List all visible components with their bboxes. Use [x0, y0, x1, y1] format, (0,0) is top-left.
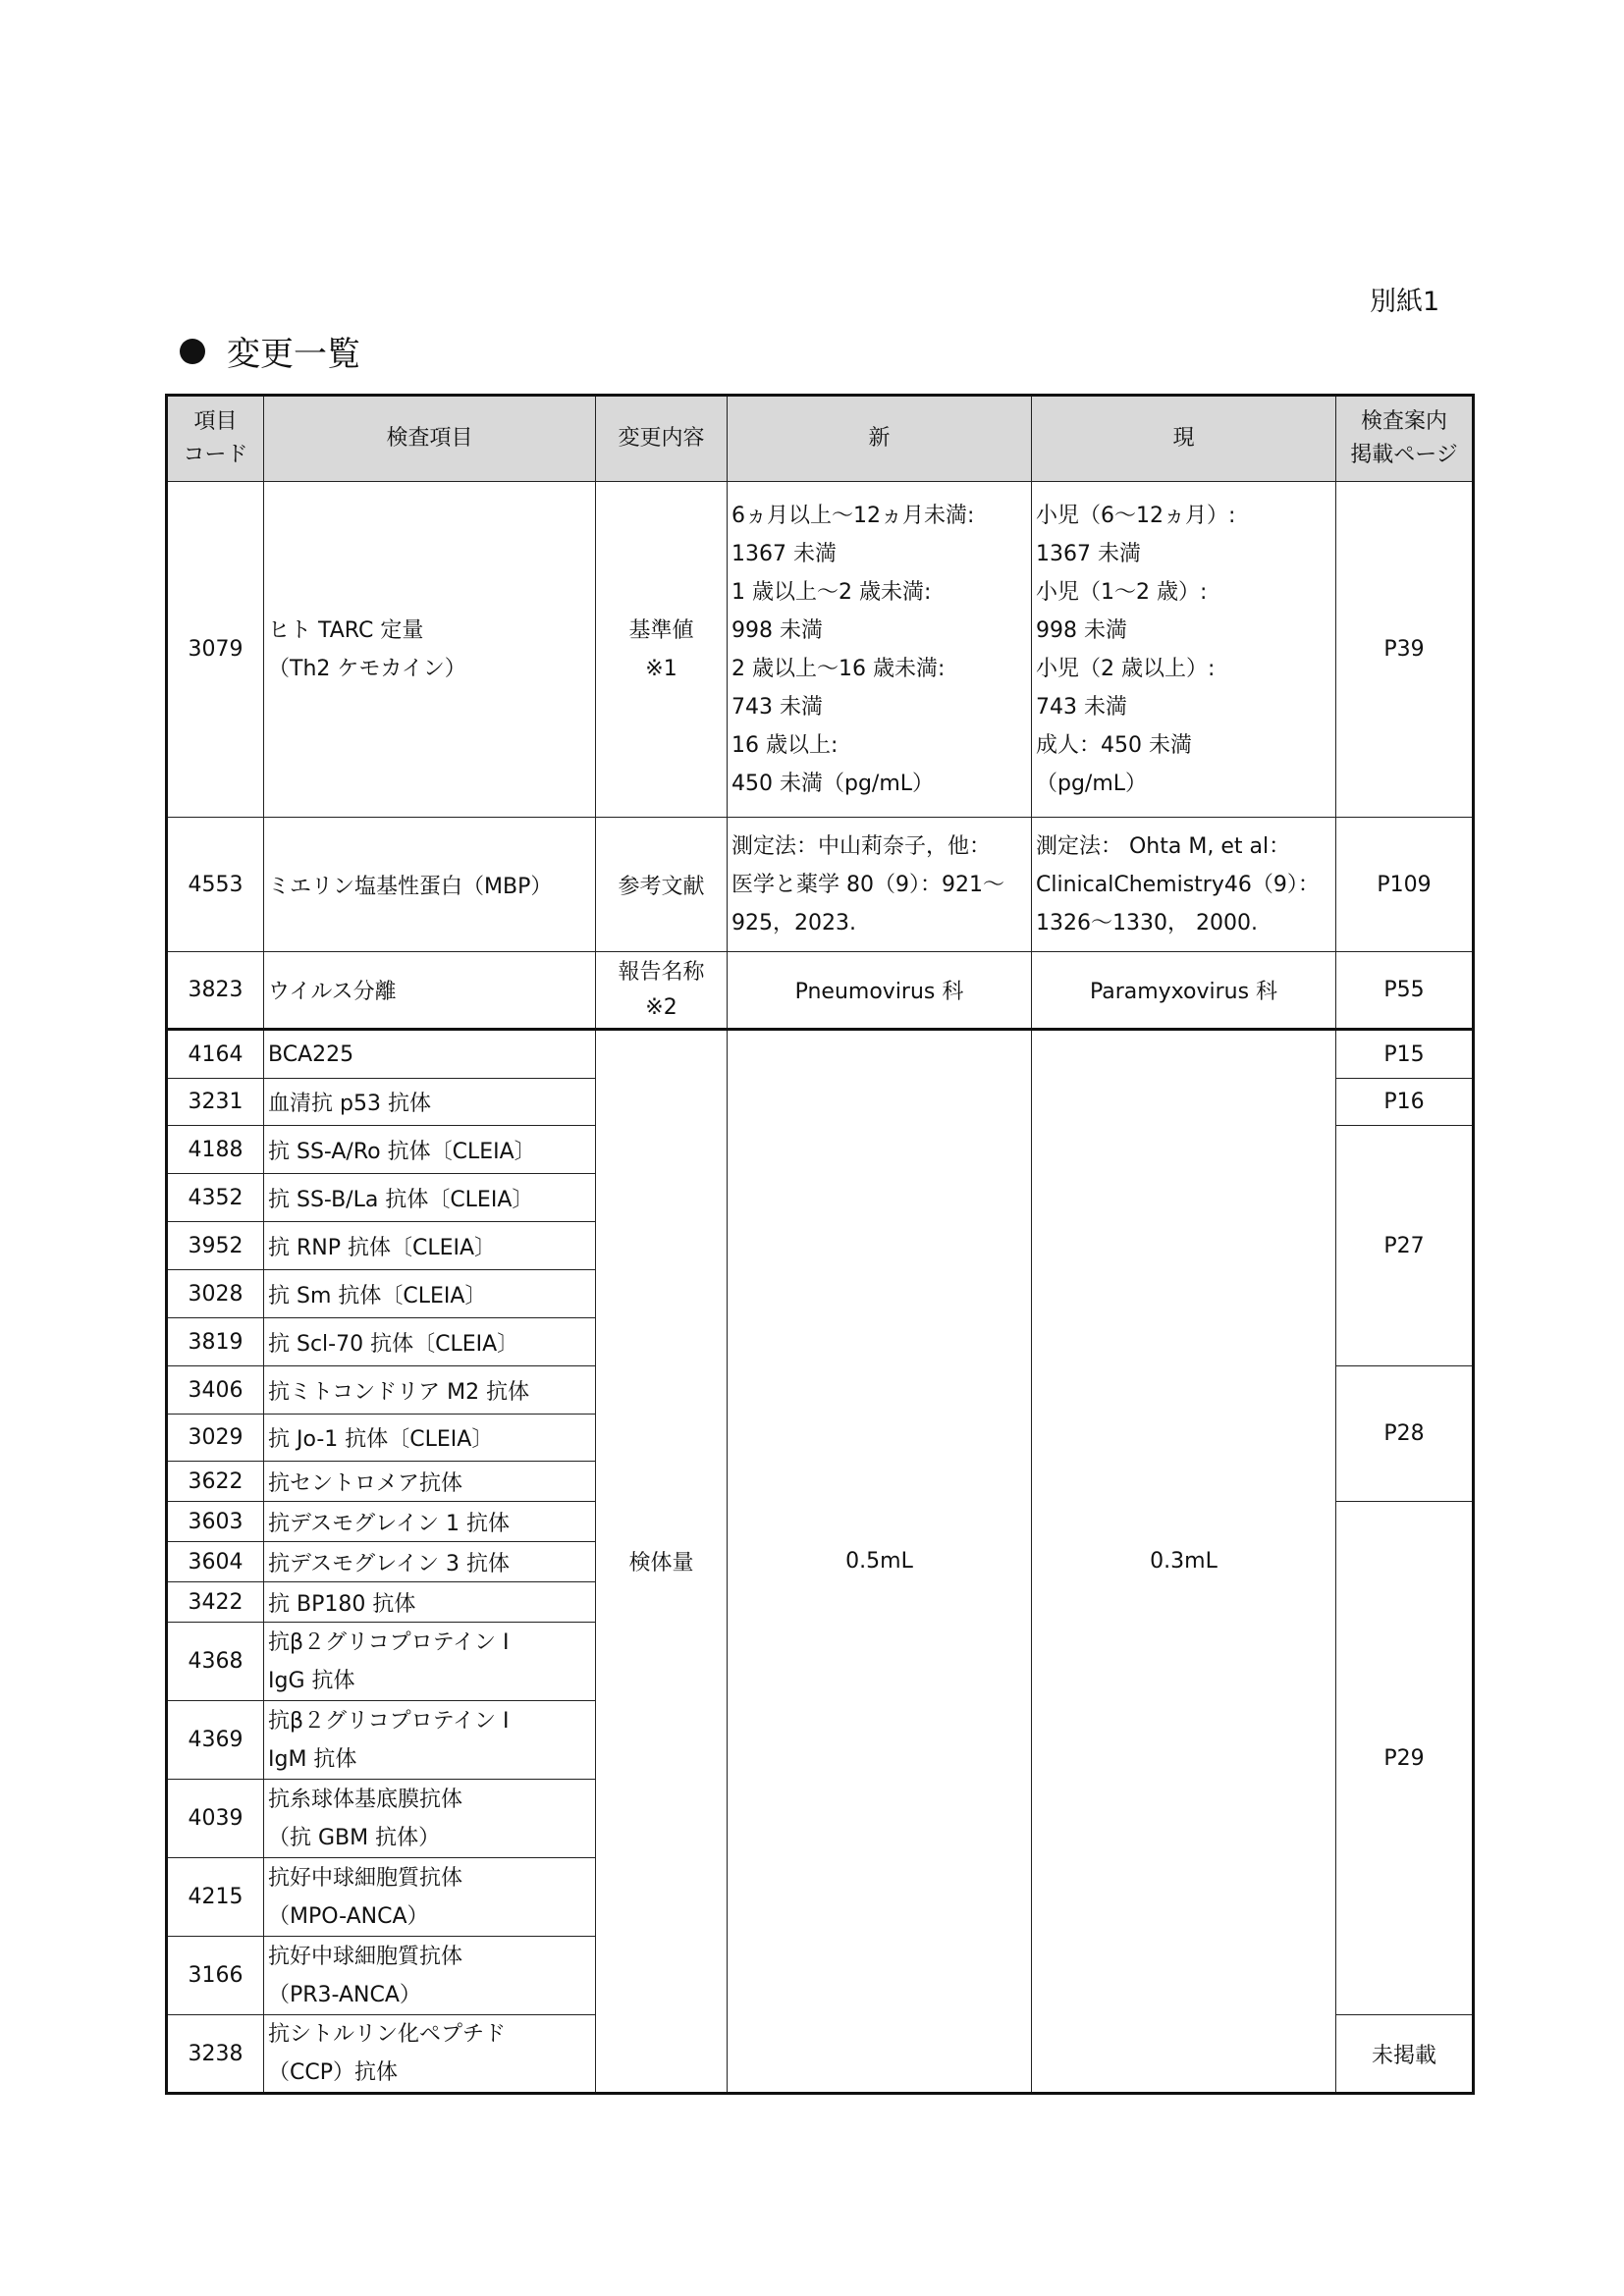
code-cell: 3622	[167, 1462, 264, 1502]
bullet-icon	[180, 339, 205, 364]
table-row	[167, 818, 1474, 952]
item-cell: 抗β２グリコプロテイン I IgG 抗体	[264, 1623, 596, 1701]
code-cell: 4368	[167, 1623, 264, 1701]
item-cell: 抗デスモグレイン 3 抗体	[264, 1542, 596, 1582]
item-cell: 抗 RNP 抗体〔CLEIA〕	[264, 1222, 596, 1270]
code-cell: 3604	[167, 1542, 264, 1582]
item-cell: 抗 BP180 抗体	[264, 1582, 596, 1623]
item-cell: 抗 Scl-70 抗体〔CLEIA〕	[264, 1318, 596, 1366]
changes-table	[165, 394, 1475, 2095]
item-cell: 抗好中球細胞質抗体 （PR3-ANCA）	[264, 1937, 596, 2015]
page-cell: P109	[1336, 818, 1474, 952]
current-value-cell: 0.3mL	[1032, 1030, 1336, 2094]
new-value-cell: 測定法：中山莉奈子，他： 医学と薬学 80（9）：921～ 925，2023.	[728, 818, 1032, 952]
code-cell: 3603	[167, 1502, 264, 1542]
page-cell: P39	[1336, 482, 1474, 818]
code-cell: 3231	[167, 1079, 264, 1126]
section-heading	[180, 327, 360, 375]
code-cell: 4188	[167, 1126, 264, 1174]
header-change: 変更内容	[596, 396, 728, 482]
item-cell: ウイルス分離	[264, 952, 596, 1030]
item-cell: 抗 SS-A/Ro 抗体〔CLEIA〕	[264, 1126, 596, 1174]
change-cell: 参考文献	[596, 818, 728, 952]
item-cell: 抗セントロメア抗体	[264, 1462, 596, 1502]
item-cell: BCA225	[264, 1030, 596, 1079]
page-cell: P29	[1336, 1502, 1474, 2015]
appendix-label: 別紙1	[1370, 287, 1440, 317]
page-cell: P15	[1336, 1030, 1474, 1079]
item-cell: 抗シトルリン化ペプチド （CCP）抗体	[264, 2015, 596, 2094]
page-cell: P27	[1336, 1126, 1474, 1366]
table-row	[167, 1030, 1474, 1079]
code-cell: 3406	[167, 1366, 264, 1415]
table-row	[167, 952, 1474, 1030]
code-cell: 3823	[167, 952, 264, 1030]
item-cell: 抗 Sm 抗体〔CLEIA〕	[264, 1270, 596, 1318]
item-cell: 抗 SS-B/La 抗体〔CLEIA〕	[264, 1174, 596, 1222]
new-value-cell: 6ヵ月以上～12ヵ月未満: 1367 未満 1 歳以上～2 歳未満: 998 未満 2 歳以上～16 歳未満: 743 未満 16 歳以上: 450 未満（pg/mL）	[728, 482, 1032, 818]
new-value-cell: 0.5mL	[728, 1030, 1032, 2094]
item-cell: 抗糸球体基底膜抗体 （抗 GBM 抗体）	[264, 1780, 596, 1858]
table-row	[167, 482, 1474, 818]
code-cell: 3028	[167, 1270, 264, 1318]
code-cell: 3079	[167, 482, 264, 818]
header-new: 新	[728, 396, 1032, 482]
change-cell: 検体量	[596, 1030, 728, 2094]
page-cell: P55	[1336, 952, 1474, 1030]
item-cell: 抗好中球細胞質抗体 （MPO-ANCA）	[264, 1858, 596, 1937]
page-cell: 未掲載	[1336, 2015, 1474, 2094]
item-cell: 抗デスモグレイン 1 抗体	[264, 1502, 596, 1542]
code-cell: 3238	[167, 2015, 264, 2094]
page-cell: P28	[1336, 1366, 1474, 1502]
code-cell: 4215	[167, 1858, 264, 1937]
new-value-cell: Pneumovirus 科	[728, 952, 1032, 1030]
header-current: 現	[1032, 396, 1336, 482]
code-cell: 3422	[167, 1582, 264, 1623]
code-cell: 3952	[167, 1222, 264, 1270]
code-cell: 3819	[167, 1318, 264, 1366]
code-cell: 4039	[167, 1780, 264, 1858]
current-value-cell: 小児（6～12ヵ月）: 1367 未満 小児（1～2 歳）: 998 未満 小児（2 歳以上）: 743 未満 成人：450 未満 （pg/mL）	[1032, 482, 1336, 818]
code-cell: 4164	[167, 1030, 264, 1079]
change-cell: 基準値 ※1	[596, 482, 728, 818]
code-cell: 4352	[167, 1174, 264, 1222]
header-code: 項目 コード	[167, 396, 264, 482]
item-cell: ヒト TARC 定量 （Th2 ケモカイン）	[264, 482, 596, 818]
code-cell: 4369	[167, 1701, 264, 1780]
current-value-cell: Paramyxovirus 科	[1032, 952, 1336, 1030]
code-cell: 3029	[167, 1415, 264, 1462]
header-page: 検査案内 掲載ページ	[1336, 396, 1474, 482]
code-cell: 4553	[167, 818, 264, 952]
header-item: 検査項目	[264, 396, 596, 482]
current-value-cell: 測定法： Ohta M, et al： ClinicalChemistry46（9）： 1326～1330， 2000.	[1032, 818, 1336, 952]
change-cell: 報告名称 ※2	[596, 952, 728, 1030]
item-cell: 抗β２グリコプロテイン I IgM 抗体	[264, 1701, 596, 1780]
section-title: 変更一覧	[227, 335, 360, 374]
item-cell: 血清抗 p53 抗体	[264, 1079, 596, 1126]
header-row	[167, 396, 1474, 482]
item-cell: ミエリン塩基性蛋白（MBP）	[264, 818, 596, 952]
code-cell: 3166	[167, 1937, 264, 2015]
page-cell: P16	[1336, 1079, 1474, 1126]
item-cell: 抗ミトコンドリア M2 抗体	[264, 1366, 596, 1415]
item-cell: 抗 Jo-1 抗体〔CLEIA〕	[264, 1415, 596, 1462]
